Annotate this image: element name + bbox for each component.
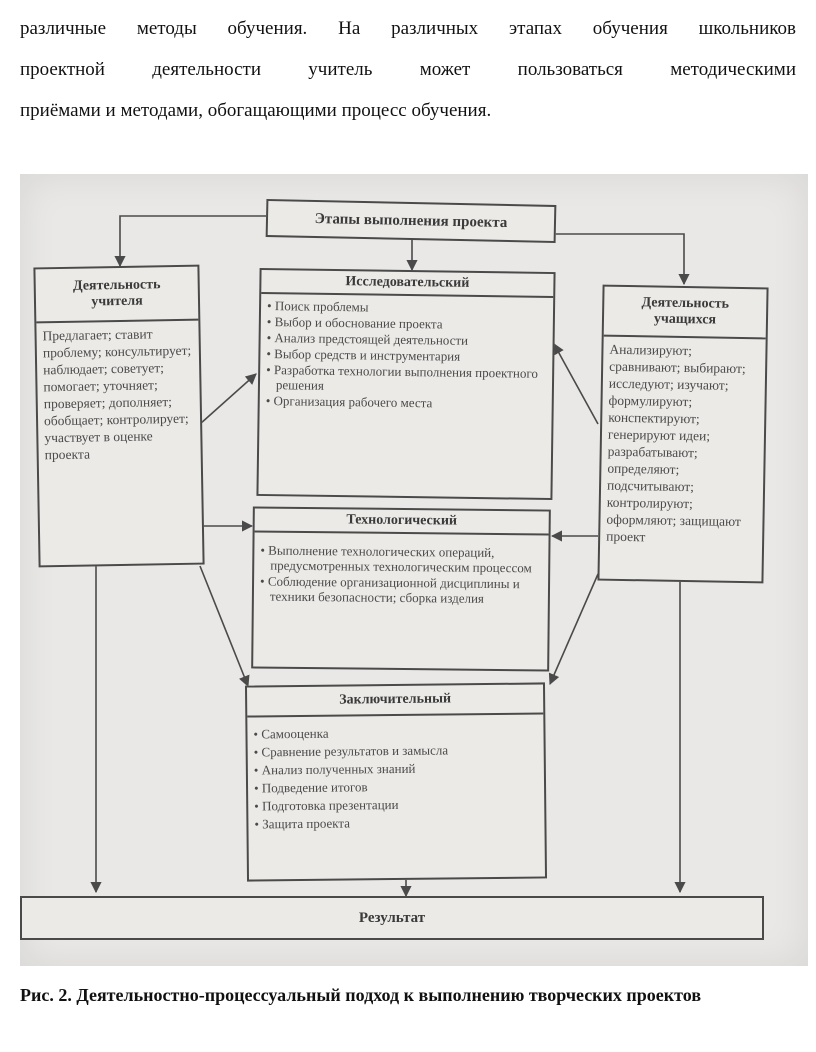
list-item: • Выполнение технологических операций, предусмотренных технологическим процессом — [260, 543, 542, 576]
result-box — [20, 896, 764, 940]
stages-title-box — [266, 199, 557, 243]
diagram-photo — [20, 174, 808, 966]
final-stage-header: Заключительный — [247, 684, 543, 717]
research-stage-list — [266, 298, 548, 412]
intro-line-2: проектной деятельности учитель может пользоваться методическими — [20, 59, 796, 80]
stages-title: Этапы выполнения проекта — [314, 210, 508, 232]
list-item: • Сравнение результатов и замысла — [254, 741, 538, 761]
research-stage-box — [256, 268, 555, 500]
final-stage-list — [253, 723, 538, 833]
list-item: • Защита проекта — [254, 813, 538, 833]
students-activity-header: Деятельность учащихся — [604, 287, 767, 340]
intro-line-3: приёмами и методами, обогащающими процесс обучения. — [20, 100, 492, 121]
list-item: • Выбор и обоснование проекта — [267, 314, 547, 333]
list-item: • Подготовка презентации — [254, 795, 538, 815]
list-item: • Выбор средств и инструментария — [266, 346, 546, 365]
technological-stage-list — [260, 543, 543, 607]
list-item: • Анализ предстоящей деятельности — [267, 330, 547, 349]
technological-stage-header: Технологический — [255, 508, 549, 535]
students-activity-text: Анализируют; сравнивают; выбирают; исследуют; изучают; формулируют; конспектируют; генерируют идеи; разрабатывают; определяют; подсчитывают; контролируют; оформляют; защищают проект — [606, 341, 746, 545]
teacher-activity-box — [33, 265, 204, 568]
list-item: • Самооценка — [253, 723, 537, 743]
intro-line-1: различные методы обучения. На различных этапах обучения школьников — [20, 18, 796, 39]
list-item: • Разработка технологии выполнения проектного решения — [266, 362, 546, 396]
result-label: Результат — [358, 910, 426, 926]
list-item: • Подведение итогов — [254, 777, 538, 797]
figure-caption: Рис. 2. Деятельностно-процессуальный подход к выполнению творческих проектов — [20, 985, 702, 1005]
list-item: • Организация рабочего места — [266, 393, 546, 412]
research-stage-header: Исследовательский — [261, 270, 553, 298]
technological-stage-box — [251, 506, 551, 671]
teacher-activity-header: Деятельность учителя — [35, 267, 198, 324]
students-activity-box — [597, 285, 768, 584]
final-stage-box — [245, 682, 547, 881]
list-item: • Поиск проблемы — [267, 298, 547, 317]
list-item: • Соблюдение организационной дисциплины и техники безопасности; сборка изделия — [260, 574, 542, 607]
intro-paragraph — [20, 8, 796, 131]
teacher-activity-text: Предлагает; ставит проблему; консультирует; наблюдает; советует; помогает; уточняет; проверяет; дополняет; обобщает; контролирует; участвует в оценке проекта — [42, 326, 192, 463]
list-item: • Анализ полученных знаний — [254, 759, 538, 779]
